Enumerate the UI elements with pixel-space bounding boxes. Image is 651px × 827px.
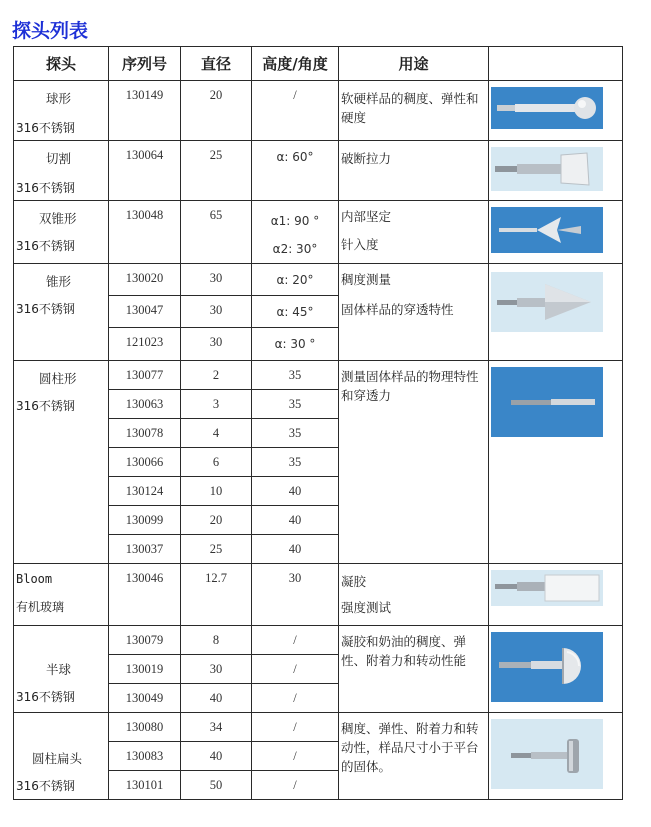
image-cell	[489, 361, 623, 564]
probe-name: 圆柱形	[39, 371, 77, 386]
serial-cell: 130020	[109, 264, 181, 296]
image-cell	[489, 713, 623, 800]
header-image	[489, 47, 623, 81]
probe-name-cell	[14, 713, 109, 800]
height-angle-cell: α: 45°	[252, 296, 339, 328]
table-row	[14, 201, 623, 264]
height-angle-cell: /	[252, 655, 339, 684]
header-row	[14, 47, 623, 81]
use-text: 针入度	[341, 237, 379, 252]
probe-material: 316不锈钢	[16, 121, 75, 135]
serial-cell: 130048	[109, 201, 181, 264]
table-row	[14, 564, 623, 626]
height-angle-cell: 35	[252, 361, 339, 390]
table-row	[14, 626, 623, 655]
height-angle-cell: 40	[252, 506, 339, 535]
probe-material: 有机玻璃	[16, 600, 65, 614]
probe-material: 316不锈钢	[16, 239, 75, 253]
diameter-cell: 10	[181, 477, 252, 506]
use-text: 固体样品的穿透特性	[341, 302, 454, 317]
serial-cell: 121023	[109, 328, 181, 361]
diameter-cell: 30	[181, 328, 252, 361]
height-angle-cell: /	[252, 742, 339, 771]
use-cell	[339, 361, 489, 564]
hemisphere-probe-icon	[491, 632, 603, 702]
ball-probe-icon	[491, 87, 603, 129]
diameter-cell: 40	[181, 684, 252, 713]
use-text: 强度测试	[341, 600, 392, 615]
probe-name-cell	[14, 564, 109, 626]
height-angle-cell: /	[252, 713, 339, 742]
probe-material: 316不锈钢	[16, 302, 75, 316]
probe-name-cell	[14, 81, 109, 141]
probe-name: 半球	[46, 662, 72, 677]
use-text: 稠度测量	[341, 272, 392, 287]
header-diameter: 直径	[181, 47, 252, 81]
diameter-cell: 40	[181, 742, 252, 771]
serial-cell: 130047	[109, 296, 181, 328]
bloom-probe-icon	[491, 570, 603, 606]
serial-cell: 130066	[109, 448, 181, 477]
use-text: 凝胶	[341, 574, 367, 589]
serial-cell: 130080	[109, 713, 181, 742]
probe-name-cell	[14, 141, 109, 201]
diameter-cell: 30	[181, 296, 252, 328]
table-row	[14, 264, 623, 296]
use-cell	[339, 81, 489, 141]
height-angle-cell: α: 30 °	[252, 328, 339, 361]
probe-name-cell	[14, 626, 109, 713]
height-angle-cell: /	[252, 684, 339, 713]
height-angle-cell: /	[252, 626, 339, 655]
use-text: 破断拉力	[341, 151, 392, 166]
height-angle-cell: 35	[252, 419, 339, 448]
serial-cell: 130049	[109, 684, 181, 713]
diameter-cell: 2	[181, 361, 252, 390]
diameter-cell: 25	[181, 535, 252, 564]
serial-cell: 130079	[109, 626, 181, 655]
image-cell	[489, 626, 623, 713]
probe-name-cell	[14, 361, 109, 564]
height-angle-cell: 30	[252, 564, 339, 626]
use-cell	[339, 626, 489, 713]
image-cell	[489, 81, 623, 141]
serial-cell: 130046	[109, 564, 181, 626]
angle-line: α2: 30°	[272, 242, 318, 256]
table-row	[14, 361, 623, 390]
table-row	[14, 713, 623, 742]
diameter-cell: 25	[181, 141, 252, 201]
use-cell	[339, 564, 489, 626]
diameter-cell: 4	[181, 419, 252, 448]
table-row	[14, 141, 623, 201]
height-angle-cell: α: 20°	[252, 264, 339, 296]
angle-line: α1: 90 °	[270, 214, 320, 228]
use-text: 测量固体样品的物理特性和穿透力	[341, 369, 479, 403]
diameter-cell: 20	[181, 81, 252, 141]
diameter-cell: 34	[181, 713, 252, 742]
probe-name-cell	[14, 264, 109, 361]
header-serial: 序列号	[109, 47, 181, 81]
height-angle-cell: 40	[252, 477, 339, 506]
cylinder-probe-icon	[491, 367, 603, 437]
probe-name: 球形	[46, 91, 72, 106]
diameter-cell: 30	[181, 655, 252, 684]
probe-name: 锥形	[46, 274, 72, 289]
header-use: 用途	[339, 47, 489, 81]
height-angle-cell: 35	[252, 390, 339, 419]
probe-name: Bloom	[16, 572, 53, 586]
table-row	[14, 81, 623, 141]
image-cell	[489, 264, 623, 361]
use-text: 内部坚定	[341, 209, 392, 224]
height-angle-cell: α: 60°	[252, 141, 339, 201]
height-angle-cell: /	[252, 81, 339, 141]
serial-cell: 130078	[109, 419, 181, 448]
use-cell	[339, 713, 489, 800]
serial-cell: 130099	[109, 506, 181, 535]
image-cell	[489, 201, 623, 264]
height-angle-cell: /	[252, 771, 339, 800]
probe-material: 316不锈钢	[16, 690, 75, 704]
diameter-cell: 20	[181, 506, 252, 535]
cone-probe-icon	[491, 272, 603, 332]
use-text: 凝胶和奶油的稠度、弹性、附着力和转动性能	[341, 634, 467, 668]
probe-name: 切割	[46, 151, 72, 166]
serial-cell: 130077	[109, 361, 181, 390]
serial-cell: 130149	[109, 81, 181, 141]
header-height-angle: 高度/角度	[252, 47, 339, 81]
probe-name: 圆柱扁头	[32, 751, 83, 766]
diameter-cell: 65	[181, 201, 252, 264]
height-angle-cell	[252, 201, 339, 264]
diameter-cell: 8	[181, 626, 252, 655]
cutting-probe-icon	[491, 147, 603, 191]
image-cell	[489, 141, 623, 201]
probe-material: 316不锈钢	[16, 181, 75, 195]
serial-cell: 130124	[109, 477, 181, 506]
double-cone-probe-icon	[491, 207, 603, 253]
header-probe: 探头	[14, 47, 109, 81]
probe-material: 316不锈钢	[16, 399, 75, 413]
diameter-cell: 30	[181, 264, 252, 296]
diameter-cell: 50	[181, 771, 252, 800]
probe-material: 316不锈钢	[16, 779, 75, 793]
image-cell	[489, 564, 623, 626]
use-cell	[339, 264, 489, 361]
serial-cell: 130037	[109, 535, 181, 564]
serial-cell: 130101	[109, 771, 181, 800]
serial-cell: 130019	[109, 655, 181, 684]
flat-cylinder-probe-icon	[491, 719, 603, 789]
diameter-cell: 3	[181, 390, 252, 419]
height-angle-cell: 40	[252, 535, 339, 564]
serial-cell: 130063	[109, 390, 181, 419]
use-cell	[339, 201, 489, 264]
height-angle-cell: 35	[252, 448, 339, 477]
use-text: 稠度、弹性、附着力和转动性，样品尺寸小于平台的固体。	[341, 721, 479, 774]
probe-table	[13, 46, 623, 800]
use-cell	[339, 141, 489, 201]
page-title: 探头列表	[12, 20, 89, 42]
diameter-cell: 6	[181, 448, 252, 477]
serial-cell: 130083	[109, 742, 181, 771]
serial-cell: 130064	[109, 141, 181, 201]
probe-name: 双锥形	[39, 211, 77, 226]
use-text: 软硬样品的稠度、弹性和硬度	[341, 91, 479, 125]
probe-name-cell	[14, 201, 109, 264]
diameter-cell: 12.7	[181, 564, 252, 626]
